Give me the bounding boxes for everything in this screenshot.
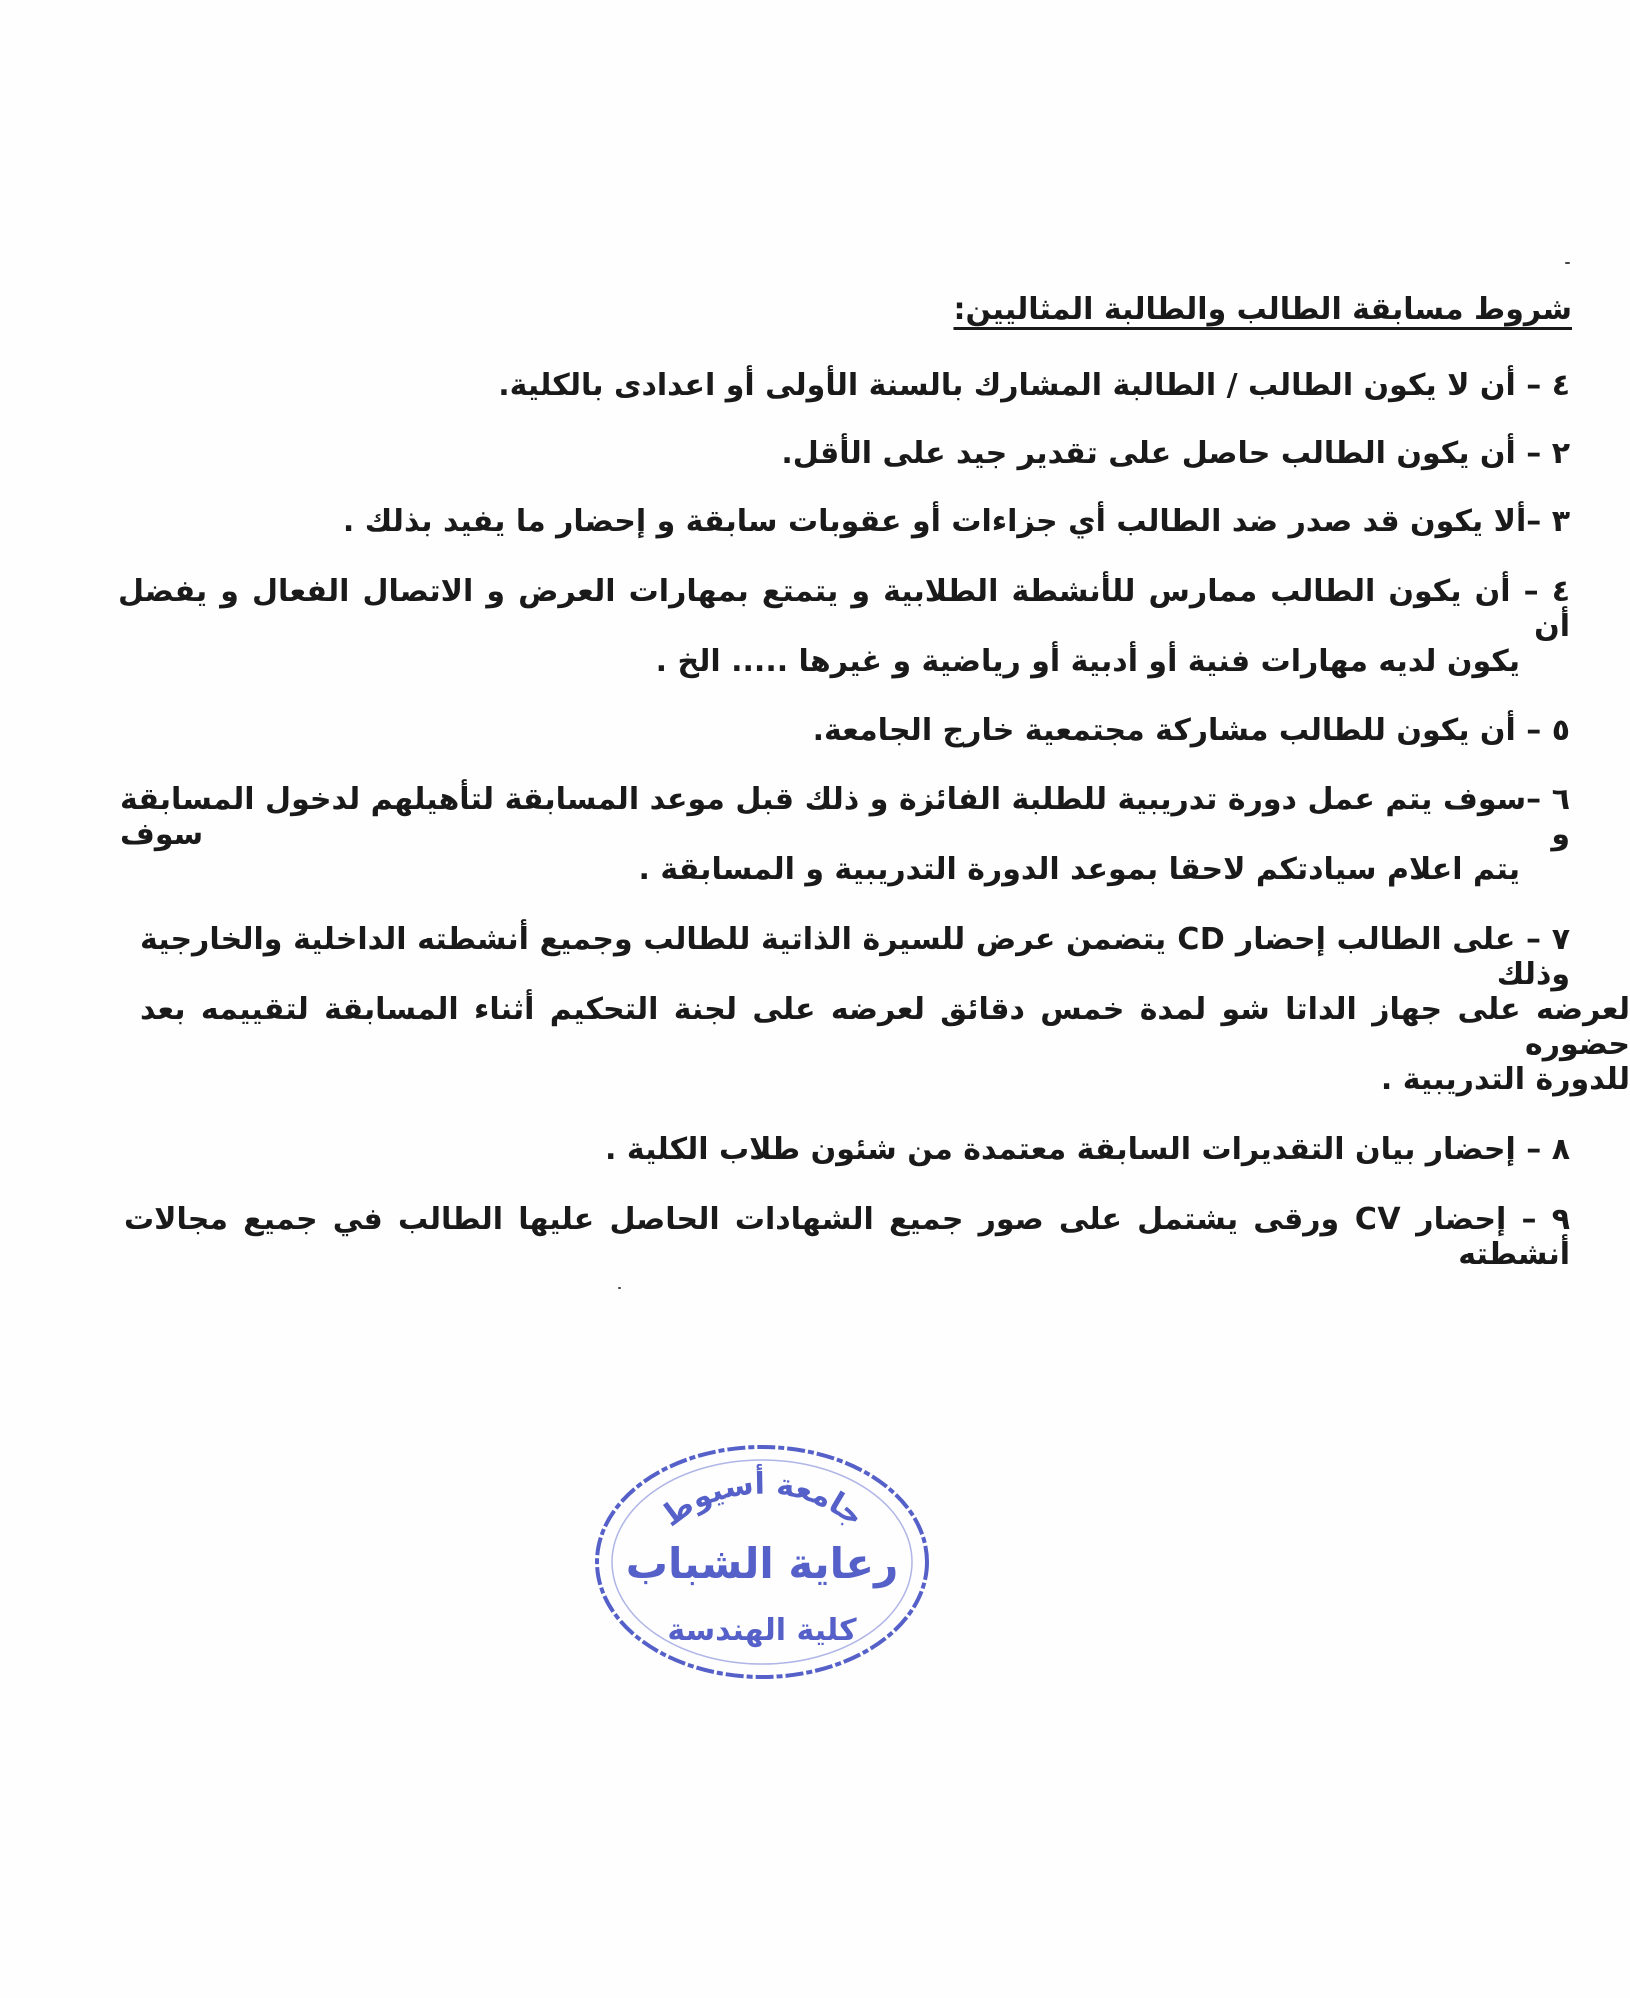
stamp-bottom-text: كلية الهندسة <box>667 1613 857 1648</box>
condition-5: ٥ – أن يكون للطالب مشاركة مجتمعية خارج الجامعة. <box>812 713 1570 748</box>
stamp-top-text: جامعة أسيوط <box>654 1466 871 1535</box>
scan-speck <box>1565 262 1570 264</box>
stamp-svg <box>590 1440 935 1685</box>
condition-4-continued: يكون لديه مهارات فنية أو أدبية أو رياضية و غيرها ..... الخ . <box>655 644 1520 679</box>
stamp-middle-text: رعاية الشباب <box>625 1539 899 1588</box>
scan-speck <box>618 1287 621 1289</box>
condition-7: ٧ – على الطالب إحضار CD يتضمن عرض للسيرة الذاتية للطالب وجميع أنشطته الداخلية والخارجية وذلك <box>140 922 1570 992</box>
condition-3: ٣ –ألا يكون قد صدر ضد الطالب أي جزاءات أو عقوبات سابقة و إحضار ما يفيد بذلك . <box>342 504 1570 539</box>
condition-6-continued: يتم اعلام سيادتكم لاحقا بموعد الدورة التدريبية و المسابقة . <box>638 852 1520 887</box>
condition-2: ٢ – أن يكون الطالب حاصل على تقدير جيد على الأقل. <box>781 436 1570 471</box>
condition-9: ٩ – إحضار CV ورقى يشتمل على صور جميع الشهادات الحاصل عليها الطالب في جميع مجالات أنشطته <box>124 1202 1570 1272</box>
document-title: شروط مسابقة الطالب والطالبة المثاليين: <box>953 292 1572 327</box>
condition-7-continued-2: للدورة التدريبية . <box>1380 1062 1630 1097</box>
condition-6: ٦ –سوف يتم عمل دورة تدريبية للطلبة الفائزة و ذلك قبل موعد المسابقة لتأهيلهم لدخول المسابقة و سوف <box>120 782 1570 852</box>
condition-8: ٨ – إحضار بيان التقديرات السابقة معتمدة من شئون طلاب الكلية . <box>605 1132 1570 1167</box>
condition-1: ٤ – أن لا يكون الطالب / الطالبة المشارك بالسنة الأولى أو اعدادى بالكلية. <box>498 368 1570 403</box>
official-stamp <box>590 1440 935 1685</box>
condition-7-continued: لعرضه على جهاز الداتا شو لمدة خمس دقائق لعرضه على لجنة التحكيم أثناء المسابقة لتقييمه بعد حضوره <box>140 992 1630 1062</box>
condition-4: ٤ – أن يكون الطالب ممارس للأنشطة الطلابية و يتمتع بمهارات العرض و الاتصال الفعال و يفضل أن <box>118 574 1570 644</box>
